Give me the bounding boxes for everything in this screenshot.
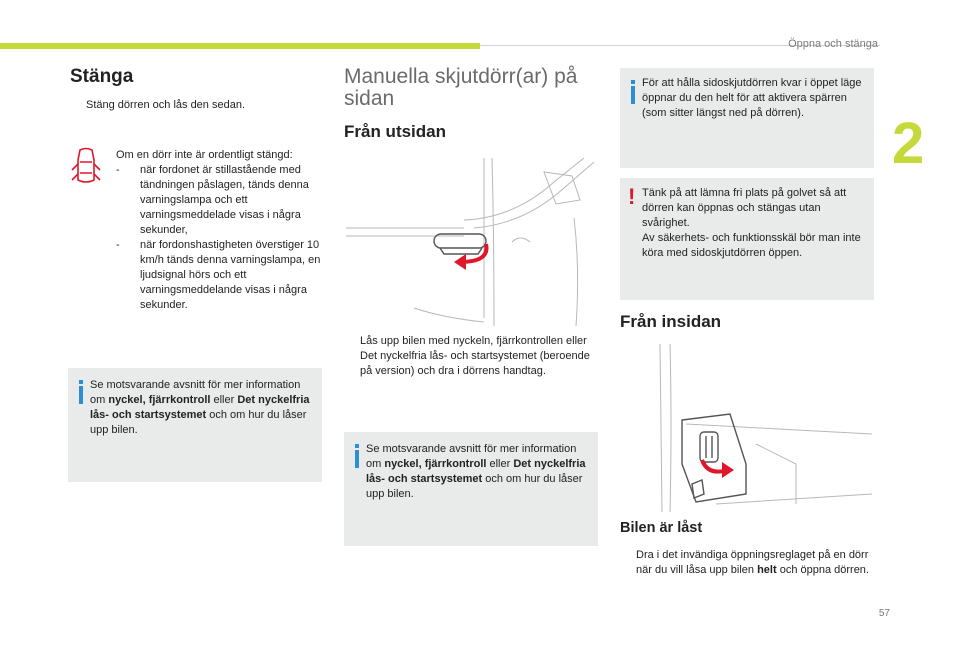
header-accent-bar [0, 43, 480, 49]
warning-icon: ! [628, 184, 636, 209]
warning-box [620, 178, 874, 300]
info-icon [76, 380, 86, 404]
heading-text: Manuella skjutdörr(ar) på sidan [344, 65, 578, 110]
link-remote: nyckel, fjärrkontroll [384, 458, 487, 470]
info-icon [628, 80, 638, 104]
heading-stanga: Stänga [70, 66, 134, 87]
dash: - [116, 239, 120, 251]
bullet-close-door [70, 98, 320, 113]
chapter-number: 2 [892, 111, 925, 176]
warning-text [642, 186, 866, 261]
page-number: 57 [878, 608, 890, 619]
door-note-item-text: när fordonet är stillastående med tändningen påslagen, tänds denna varningslampa och ett varningsmeddelade visas i några sekunder, [140, 164, 309, 236]
bullet-unlock [344, 334, 594, 379]
heading-from-inside: Från insidan [620, 312, 722, 331]
door-note-item-2 [116, 238, 326, 313]
bold-helt: helt [757, 564, 777, 576]
info-box-key-2 [344, 432, 598, 546]
dash: - [116, 164, 120, 176]
bullet-marker [344, 334, 360, 379]
heading-car-locked: Bilen är låst [620, 520, 703, 536]
door-open-warning-icon [70, 146, 102, 188]
info-box-key [68, 368, 322, 482]
link-keyless: Det nyckelfria lås- och startsystemet [366, 458, 586, 485]
bullet-marker [70, 98, 86, 113]
info-icon [352, 444, 362, 468]
bullet-text: Lås upp bilen med nyckeln, fjärrkontrollen eller Det nyckelfria lås- och startsystemet (beroende på version) och dra i dörrens handtag. [360, 335, 590, 377]
info-text: För att hålla sidoskjutdörren kvar i öppet läge öppnar du den helt för att aktivera spärren (som sitter längst ned på dörren). [642, 77, 862, 119]
bullet-text: Dra i det invändiga öppningsreglaget på en dörr när du vill låsa upp bilen helt och öppna dörren. [636, 549, 869, 576]
door-note [116, 148, 326, 313]
link-remote: nyckel, fjärrkontroll [108, 394, 211, 406]
door-note-intro: Om en dörr inte är ordentligt stängd: [116, 149, 293, 161]
bullet-inside-release [620, 548, 870, 578]
info-text: Se motsvarande avsnitt för mer information om nyckel, fjärrkontroll eller Det nyckelfria lås- och startsystemet och om hur du låser upp bilen. [90, 379, 310, 436]
warning-line-2: Av säkerhets- och funktionsskäl bör man inte köra med sidoskjutdörren öppen. [642, 232, 861, 259]
heading-from-outside: Från utsidan [344, 122, 447, 141]
door-note-item-text: när fordonshastigheten överstiger 10 km/h tänds denna varningslampa, en ljudsignal hörs och ett varningsmeddelande visas i några sekunder. [140, 239, 321, 311]
outside-handle-illustration [344, 158, 598, 326]
inside-handle-illustration [656, 344, 874, 512]
link-keyless: Det nyckelfria lås- och startsystemet [90, 394, 310, 421]
bullet-marker [620, 548, 636, 578]
heading-sliding-doors [344, 66, 604, 110]
warning-line-1: Tänk på att lämna fri plats på golvet så att dörren kan öppnas och stängas utan svårighet. [642, 187, 847, 229]
info-box-open-latch [620, 68, 874, 168]
door-note-item-1 [116, 163, 326, 238]
bullet-text: Stäng dörren och lås den sedan. [86, 99, 246, 111]
info-text: Se motsvarande avsnitt för mer information om nyckel, fjärrkontroll eller Det nyckelfria lås- och startsystemet och om hur du låser upp bilen. [366, 443, 586, 500]
section-title: Öppna och stänga [788, 38, 878, 50]
